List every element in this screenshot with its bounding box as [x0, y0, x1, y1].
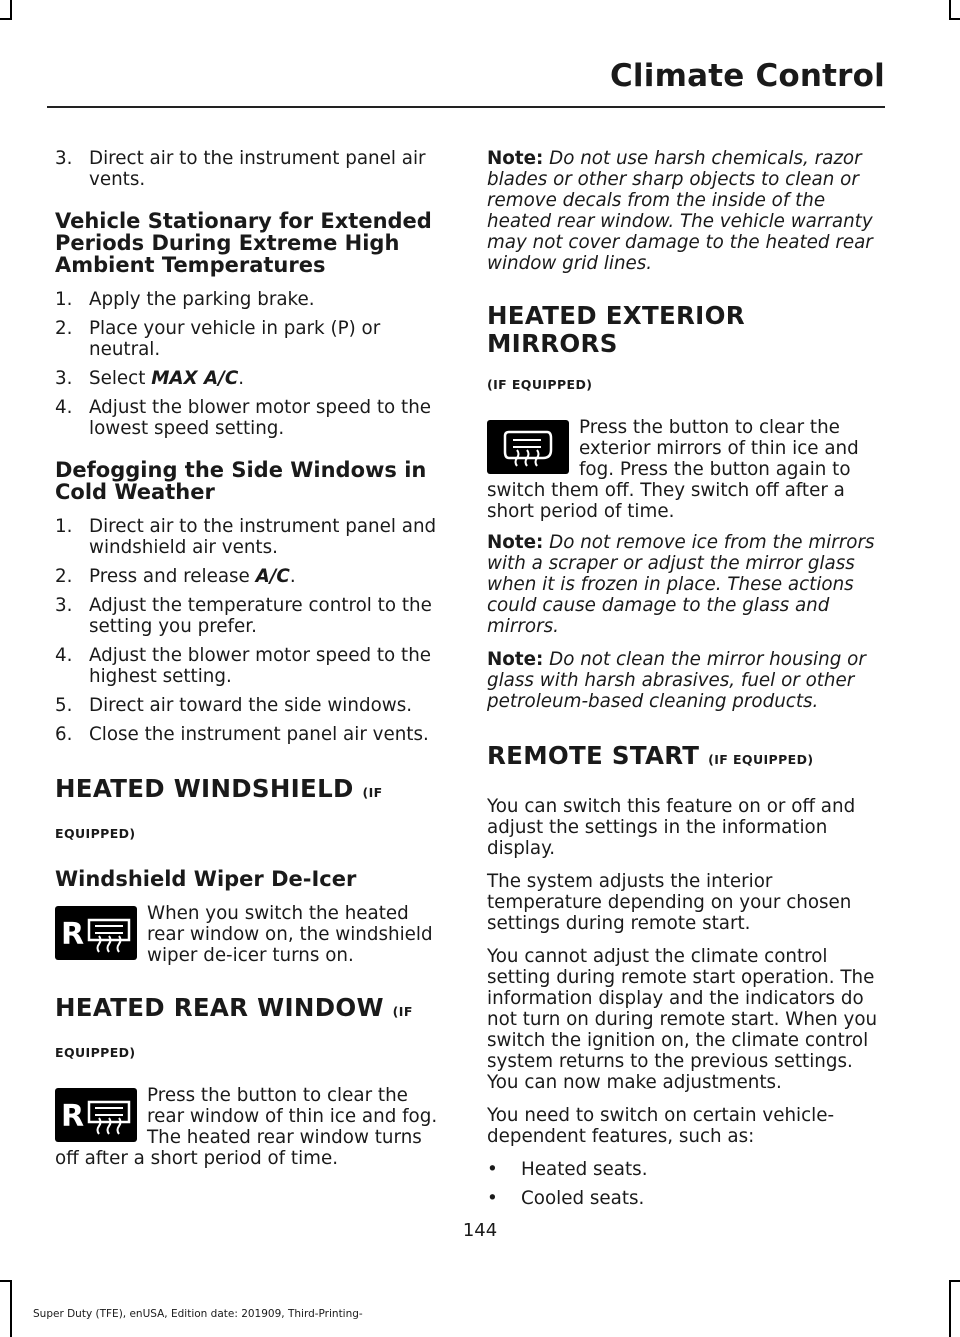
note: Note: Do not remove ice from the mirrors with a scraper or adjust the mirror glass when it is frozen in place. These actions could cause damage to the glass and mirrors. — [487, 532, 875, 637]
svg-text:R: R — [61, 917, 85, 952]
paragraph: The system adjusts the interior temperature depending on your chosen settings during remote start. — [487, 871, 852, 934]
note: Note: Do not clean the mirror housing or glass with harsh abrasives, fuel or other petroleum-based cleaning products. — [487, 649, 866, 712]
icon-paragraph: R Press the button to clear the rear window of thin ice and fog. The heated rear window turns off after a short period of time. — [55, 1085, 438, 1169]
page-number: 144 — [462, 1220, 498, 1241]
left-column — [55, 148, 447, 1169]
list-item: 2. Press and release A/C. — [55, 566, 296, 587]
control-label: A/C — [255, 566, 290, 587]
list-item: 3. Select MAX A/C. — [55, 368, 245, 389]
paragraph: You can switch this feature on or off and adjust the settings in the information display. — [487, 796, 856, 859]
page-title: Climate Control — [609, 58, 885, 94]
crop-mark — [10, 0, 12, 20]
header-divider — [47, 106, 885, 108]
section-heading: Vehicle Stationary for Extended Periods During Extreme High Ambient Temperatures — [55, 209, 432, 277]
icon-paragraph: Press the button to clear the exterior mirrors of thin ice and fog. Press the button again to switch them off. They switch off after a short period of time. — [487, 417, 859, 522]
heated-mirror-icon — [487, 420, 569, 474]
section-title: HEATED WINDSHIELD (IF — [55, 774, 383, 803]
crop-mark — [949, 0, 951, 20]
crop-mark — [949, 1280, 951, 1337]
heated-windshield-section — [55, 775, 447, 966]
section-title-suffix: EQUIPPED) — [55, 1045, 136, 1060]
section-title-suffix: (IF EQUIPPED) — [487, 377, 593, 392]
crop-mark — [949, 1280, 960, 1282]
section-heading: Defogging the Side Windows in Cold Weather — [55, 458, 427, 504]
control-label: MAX A/C — [151, 368, 239, 389]
section-title: HEATED REAR WINDOW (IF — [55, 993, 413, 1022]
svg-text:R: R — [61, 1099, 85, 1134]
section-title-suffix: EQUIPPED) — [55, 826, 136, 841]
heated-mirrors-section — [487, 302, 883, 522]
list-item: 1. Direct air to the instrument panel and windshield air vents. — [55, 516, 437, 558]
list-item: 2. Place your vehicle in park (P) or neutral. — [55, 318, 381, 360]
crop-mark — [949, 18, 960, 20]
list-item: 3. Adjust the temperature control to the setting you prefer. — [55, 595, 432, 637]
list-item: 4. Adjust the blower motor speed to the highest setting. — [55, 645, 432, 687]
heated-rear-window-icon — [55, 1088, 137, 1142]
heated-rear-window-icon — [55, 906, 137, 960]
crop-mark — [0, 18, 12, 20]
list-item: 6. Close the instrument panel air vents. — [55, 724, 429, 745]
list-item: 4. Adjust the blower motor speed to the lowest speed setting. — [55, 397, 432, 439]
paragraph: You cannot adjust the climate control setting during remote start operation. The information display and the indicators do not turn on during remote start. When you switch the ignition on, the climate control system returns to the previous settings. You can now make adjustments. — [487, 946, 878, 1093]
section-title: HEATED EXTERIOR MIRRORS — [487, 301, 745, 358]
crop-mark — [0, 1280, 12, 1282]
section-title: REMOTE START (IF EQUIPPED) — [487, 741, 814, 770]
footer-edition: Super Duty (TFE), enUSA, Edition date: 201909, Third-Printing- — [33, 1308, 363, 1320]
section-heading: Windshield Wiper De-Icer — [55, 867, 357, 891]
icon-paragraph: R When you switch the heated rear window on, the windshield wiper de-icer turns on. — [55, 903, 447, 966]
list-item: 1. Apply the parking brake. — [55, 289, 315, 310]
bullet-item: • Heated seats. — [487, 1159, 648, 1180]
note: Note: Do not use harsh chemicals, razor blades or other sharp objects to clean or remove decals from the inside of the heated rear window. The vehicle warranty may not cover damage to the heated rear window grid lines. — [487, 148, 873, 274]
list-item: 5. Direct air toward the side windows. — [55, 695, 413, 716]
remote-start-section — [487, 742, 883, 1209]
right-column — [487, 148, 883, 1217]
bullet-item: • Cooled seats. — [487, 1188, 645, 1209]
list-item: 3. Direct air to the instrument panel air vents. — [55, 148, 426, 190]
paragraph: You need to switch on certain vehicle-dependent features, such as: — [487, 1105, 835, 1147]
crop-mark — [10, 1280, 12, 1337]
heated-rear-window-section — [55, 994, 447, 1169]
